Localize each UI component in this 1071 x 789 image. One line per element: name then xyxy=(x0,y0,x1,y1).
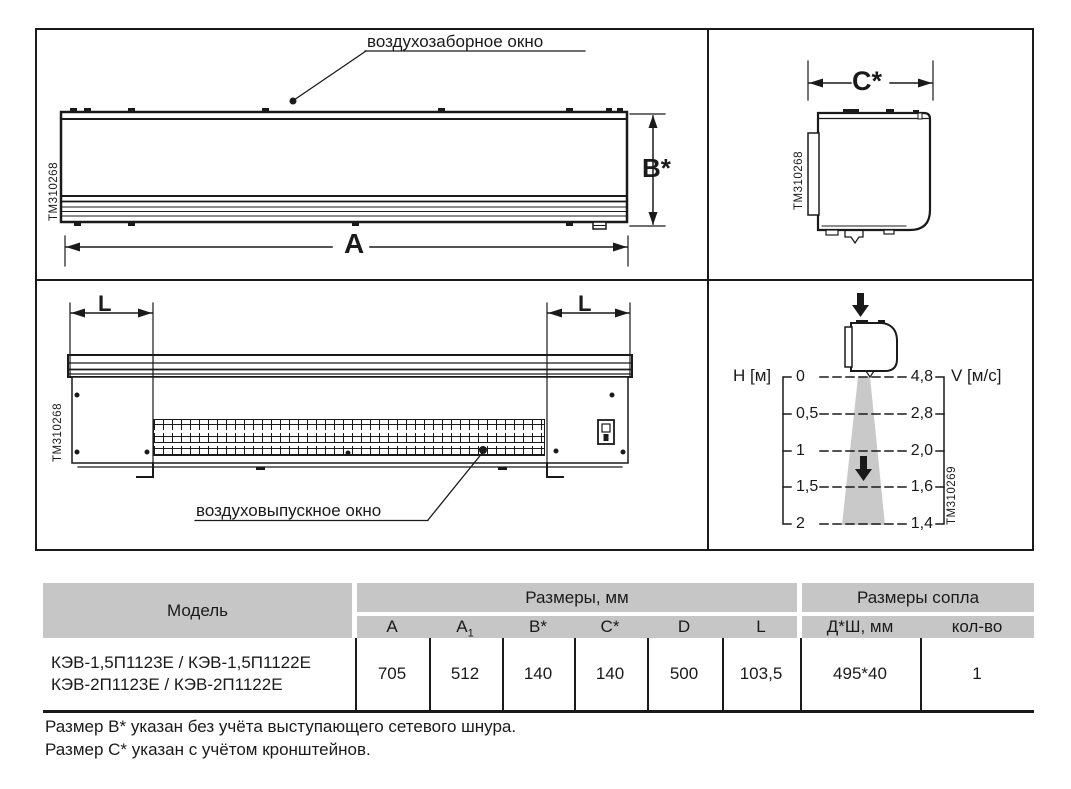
column-separator xyxy=(722,638,724,710)
watermark-bottom-view: TM310268 xyxy=(52,403,64,462)
h-tick: 0 xyxy=(796,368,805,385)
table-cell-c: 140 xyxy=(595,664,625,683)
table-cell-a: 705 xyxy=(377,664,407,683)
footnote-c: Размер C* указан с учётом кронштейнов. xyxy=(45,740,371,759)
table-bottom-rule xyxy=(43,710,1034,713)
column-separator xyxy=(800,638,802,710)
table-cell-d: 500 xyxy=(669,664,699,683)
v-tick: 2,0 xyxy=(910,442,933,459)
h-axis-label: H [м] xyxy=(733,366,772,385)
v-tick: 4,8 xyxy=(910,368,933,385)
column-separator xyxy=(355,638,357,710)
column-separator xyxy=(429,638,431,710)
column-separator xyxy=(647,638,649,710)
watermark-front-view: TM310268 xyxy=(48,162,60,221)
air-outlet-grille xyxy=(153,419,545,456)
dim-label-l-right: L xyxy=(578,291,592,316)
col-header-l: L xyxy=(756,617,766,636)
h-tick: 1 xyxy=(796,442,805,459)
footnote-b: Размер B* указан без учёта выступающего сетевого шнура. xyxy=(45,717,517,736)
frame-divider-horizontal xyxy=(35,279,1034,281)
air-intake-label: воздухозаборное окно xyxy=(367,32,544,51)
column-separator xyxy=(920,638,922,710)
col-header-nozzle-size: Д*Ш, мм xyxy=(826,617,894,636)
v-tick: 2,8 xyxy=(910,405,933,422)
col-header-nozzle-count: кол-во xyxy=(951,617,1003,636)
watermark-side-view: TM310268 xyxy=(793,151,805,210)
table-cell-nozzle-count: 1 xyxy=(972,664,982,683)
air-outlet-label: воздуховыпускное окно xyxy=(196,501,382,520)
table-cell-b: 140 xyxy=(523,664,553,683)
h-tick: 1,5 xyxy=(796,478,819,495)
col-header-a: A xyxy=(386,617,398,636)
col-header-a1: $A_1$ xyxy=(456,617,474,640)
v-axis-label: V [м/с] xyxy=(951,366,1002,385)
dim-label-b: B* xyxy=(642,153,671,183)
col-header-d: D xyxy=(677,617,691,636)
col-header-c: C* xyxy=(600,617,620,636)
table-header-dimensions-group: Размеры, мм xyxy=(357,583,797,612)
table-cell-l: 103,5 xyxy=(739,664,783,683)
column-separator xyxy=(574,638,576,710)
table-cell-a1: 512 xyxy=(450,664,480,683)
dim-label-c: C* xyxy=(852,66,883,96)
table-header-nozzle-group: Размеры сопла xyxy=(802,583,1034,612)
drawing-frame xyxy=(35,28,1034,551)
col-header-b: B* xyxy=(529,617,547,636)
dimensions-table xyxy=(43,583,1034,713)
frame-divider-vertical xyxy=(707,28,709,551)
dim-label-a: A xyxy=(344,228,365,259)
grille-band-gap xyxy=(154,443,544,446)
column-separator xyxy=(502,638,504,710)
table-cell-model: КЭВ-1,5П1123Е / КЭВ-1,5П1122Е КЭВ-2П1123Е / КЭВ-2П1122Е xyxy=(51,653,311,694)
watermark-airflow: TM310269 xyxy=(946,466,958,525)
table-subheader-strip-dimensions xyxy=(357,616,797,638)
dim-label-l-left: L xyxy=(98,291,112,316)
v-tick: 1,6 xyxy=(910,478,933,495)
h-tick: 2 xyxy=(796,515,805,532)
grille-band-gap xyxy=(154,430,544,433)
v-tick: 1,4 xyxy=(910,515,933,532)
table-cell-nozzle-size: 495*40 xyxy=(833,664,887,683)
h-tick: 0,5 xyxy=(796,405,819,422)
table-header-model: Модель xyxy=(43,583,352,638)
